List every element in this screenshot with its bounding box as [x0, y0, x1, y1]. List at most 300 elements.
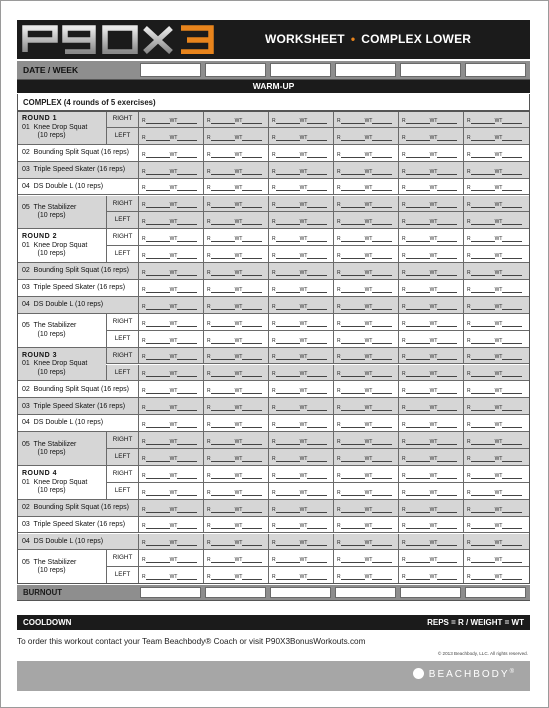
- reps-line: [276, 545, 300, 546]
- reps-line: [146, 140, 170, 141]
- entry-cell[interactable]: [203, 348, 268, 364]
- reps-weight-entry: [467, 473, 522, 479]
- entry-cell[interactable]: [333, 111, 398, 127]
- reps-weight-entry: [142, 405, 197, 411]
- entry-cell[interactable]: [463, 196, 530, 212]
- entry-cell[interactable]: [203, 365, 268, 381]
- exercise-label: [22, 115, 106, 141]
- entry-cell[interactable]: [203, 398, 268, 414]
- entry-cell[interactable]: [463, 567, 530, 583]
- entry-cell[interactable]: [333, 162, 398, 178]
- weight-line: [372, 359, 392, 360]
- entry-cell[interactable]: [203, 381, 268, 397]
- entry-cell[interactable]: [138, 297, 203, 313]
- entry-cell[interactable]: [333, 145, 398, 161]
- entry-cell[interactable]: [398, 534, 463, 550]
- entry-cell[interactable]: [463, 246, 530, 262]
- entry-cell[interactable]: [463, 415, 530, 431]
- entry-cell[interactable]: [268, 449, 333, 465]
- weight-line: [437, 207, 457, 208]
- entry-cell[interactable]: [463, 297, 530, 313]
- reps-line: [341, 376, 365, 377]
- reps-line: [146, 275, 170, 276]
- weight-label: WT: [234, 269, 243, 276]
- reps-weight-entry: [402, 118, 457, 124]
- reps-prefix: R: [402, 574, 406, 581]
- entry-cell[interactable]: [333, 179, 398, 195]
- entry-cell[interactable]: [333, 314, 398, 330]
- entry-cell[interactable]: [138, 331, 203, 347]
- weight-line: [502, 123, 522, 124]
- entry-cell[interactable]: [138, 500, 203, 516]
- weight-label: WT: [234, 185, 243, 192]
- entry-cell[interactable]: [463, 280, 530, 296]
- reps-weight-entry: [207, 405, 262, 411]
- title-dot: •: [350, 32, 356, 46]
- entry-cell[interactable]: [463, 500, 530, 516]
- entry-cell[interactable]: [138, 111, 203, 127]
- weight-line: [177, 545, 197, 546]
- weight-label: WT: [169, 151, 178, 158]
- reps-weight-entry: [337, 169, 392, 175]
- entry-cell[interactable]: [333, 212, 398, 228]
- entry-cell[interactable]: [463, 449, 530, 465]
- entry-cell[interactable]: [333, 297, 398, 313]
- entry-cell[interactable]: [138, 381, 203, 397]
- reps-line: [471, 579, 495, 580]
- weight-line: [177, 157, 197, 158]
- entry-cell[interactable]: [398, 179, 463, 195]
- entry-cell[interactable]: [138, 162, 203, 178]
- entry-cell[interactable]: [268, 365, 333, 381]
- entry-cell[interactable]: [333, 483, 398, 499]
- reps-weight-entry: [337, 574, 392, 580]
- weight-line: [177, 309, 197, 310]
- reps-line: [471, 393, 495, 394]
- weight-label: WT: [169, 506, 178, 513]
- entry-cell[interactable]: [203, 229, 268, 245]
- entry-cell[interactable]: [268, 246, 333, 262]
- entry-cell[interactable]: [203, 145, 268, 161]
- reps-weight-entry: [467, 422, 522, 428]
- weight-line: [502, 207, 522, 208]
- entry-cell[interactable]: [138, 415, 203, 431]
- entry-cell[interactable]: [463, 483, 530, 499]
- reps-prefix: R: [142, 269, 146, 276]
- reps-line: [211, 427, 235, 428]
- reps-prefix: R: [402, 269, 406, 276]
- entry-cell[interactable]: [203, 280, 268, 296]
- entry-cell[interactable]: [203, 111, 268, 127]
- reps-weight-entry: [337, 287, 392, 293]
- burnout-label: BURNOUT: [23, 588, 62, 598]
- entry-cell[interactable]: [333, 365, 398, 381]
- entry-cell[interactable]: [268, 466, 333, 482]
- weight-line: [177, 224, 197, 225]
- entry-cell[interactable]: [138, 263, 203, 279]
- entry-cell[interactable]: [398, 145, 463, 161]
- reps-line: [211, 309, 235, 310]
- entry-cell[interactable]: [398, 398, 463, 414]
- weight-line: [437, 393, 457, 394]
- reps-line: [406, 461, 430, 462]
- entry-cell[interactable]: [398, 365, 463, 381]
- reps-prefix: R: [272, 320, 276, 327]
- side-label-left: LEFT: [114, 250, 131, 258]
- entry-cell[interactable]: [138, 432, 203, 448]
- entry-cell[interactable]: [268, 534, 333, 550]
- weight-line: [177, 410, 197, 411]
- reps-line: [146, 326, 170, 327]
- reps-line: [471, 376, 495, 377]
- weight-line: [242, 224, 262, 225]
- entry-cell[interactable]: [398, 567, 463, 583]
- reps-weight-entry: [467, 540, 522, 546]
- entry-cell[interactable]: [203, 415, 268, 431]
- entry-cell[interactable]: [463, 517, 530, 533]
- entry-cell[interactable]: [463, 466, 530, 482]
- burnout-cell-3[interactable]: [270, 587, 331, 598]
- entry-cell[interactable]: [398, 212, 463, 228]
- entry-cell[interactable]: [138, 550, 203, 566]
- entry-cell[interactable]: [138, 229, 203, 245]
- reps-weight-entry: [142, 169, 197, 175]
- entry-cell[interactable]: [333, 517, 398, 533]
- weight-line: [372, 292, 392, 293]
- entry-cell[interactable]: [463, 179, 530, 195]
- reps-prefix: R: [337, 371, 341, 378]
- entry-cell[interactable]: [398, 111, 463, 127]
- weight-line: [437, 224, 457, 225]
- entry-cell[interactable]: [138, 466, 203, 482]
- reps-prefix: R: [207, 422, 211, 429]
- weight-label: WT: [364, 523, 373, 530]
- exercise-name: 02 Bounding Split Squat (16 reps): [22, 267, 130, 275]
- reps-weight-entry: [142, 354, 197, 360]
- entry-cell[interactable]: [333, 500, 398, 516]
- entry-cell[interactable]: [268, 398, 333, 414]
- entry-cell[interactable]: [268, 280, 333, 296]
- reps-line: [341, 461, 365, 462]
- reps-line: [471, 241, 495, 242]
- entry-cell[interactable]: [463, 229, 530, 245]
- entry-cell[interactable]: [138, 280, 203, 296]
- entry-cell[interactable]: [333, 196, 398, 212]
- reps-prefix: R: [142, 286, 146, 293]
- entry-cell[interactable]: [463, 432, 530, 448]
- entry-cell[interactable]: [463, 111, 530, 127]
- entry-cell[interactable]: [398, 246, 463, 262]
- burnout-cell-2[interactable]: [205, 587, 266, 598]
- entry-cell[interactable]: [138, 212, 203, 228]
- entry-cell[interactable]: [268, 196, 333, 212]
- weight-label: WT: [234, 455, 243, 462]
- entry-cell[interactable]: [138, 517, 203, 533]
- entry-cell[interactable]: [463, 534, 530, 550]
- burnout-cell-4[interactable]: [335, 587, 396, 598]
- cooldown-bar: [17, 615, 530, 630]
- entry-cell[interactable]: [463, 398, 530, 414]
- weight-label: WT: [299, 574, 308, 581]
- reps-line: [471, 275, 495, 276]
- entry-cell[interactable]: [138, 145, 203, 161]
- reps-prefix: R: [467, 506, 471, 513]
- entry-cell[interactable]: [398, 331, 463, 347]
- entry-cell[interactable]: [268, 550, 333, 566]
- entry-cell[interactable]: [463, 331, 530, 347]
- entry-cell[interactable]: [138, 534, 203, 550]
- reps-prefix: R: [207, 540, 211, 547]
- reps-weight-entry: [272, 473, 327, 479]
- reps-line: [146, 461, 170, 462]
- entry-cell[interactable]: [138, 196, 203, 212]
- reps-prefix: R: [272, 438, 276, 445]
- entry-cell[interactable]: [203, 196, 268, 212]
- entry-cell[interactable]: [203, 449, 268, 465]
- reps-prefix: R: [467, 303, 471, 310]
- entry-cell[interactable]: [333, 348, 398, 364]
- entry-cell[interactable]: [333, 534, 398, 550]
- entry-cell[interactable]: [268, 314, 333, 330]
- date-cell-3[interactable]: [270, 63, 331, 77]
- reps-weight-entry: [207, 354, 262, 360]
- entry-cell[interactable]: [138, 314, 203, 330]
- reps-line: [276, 528, 300, 529]
- reps-prefix: R: [207, 489, 211, 496]
- entry-cell[interactable]: [333, 331, 398, 347]
- reps-prefix: R: [207, 506, 211, 513]
- burnout-cell-5[interactable]: [400, 587, 461, 598]
- entry-cell[interactable]: [333, 381, 398, 397]
- reps-prefix: R: [402, 422, 406, 429]
- entry-cell[interactable]: [138, 398, 203, 414]
- burnout-cell-1[interactable]: [140, 587, 201, 598]
- reps-prefix: R: [337, 151, 341, 158]
- entry-cell[interactable]: [203, 314, 268, 330]
- entry-cell[interactable]: [268, 567, 333, 583]
- reps-prefix: R: [402, 219, 406, 226]
- entry-cell[interactable]: [268, 229, 333, 245]
- weight-line: [242, 207, 262, 208]
- entry-cell[interactable]: [398, 449, 463, 465]
- reps-prefix: R: [402, 303, 406, 310]
- entry-cell[interactable]: [203, 432, 268, 448]
- entry-cell[interactable]: [398, 280, 463, 296]
- reps-line: [471, 123, 495, 124]
- entry-cell[interactable]: [398, 381, 463, 397]
- entry-cell[interactable]: [398, 229, 463, 245]
- reps-weight-entry: [142, 321, 197, 327]
- reps-prefix: R: [207, 253, 211, 260]
- date-cell-4[interactable]: [335, 63, 396, 77]
- entry-cell[interactable]: [268, 263, 333, 279]
- entry-cell[interactable]: [463, 162, 530, 178]
- entry-cell[interactable]: [203, 534, 268, 550]
- date-cell-5[interactable]: [400, 63, 461, 77]
- entry-cell[interactable]: [463, 348, 530, 364]
- weight-line: [372, 393, 392, 394]
- entry-cell[interactable]: [333, 229, 398, 245]
- reps-prefix: R: [207, 354, 211, 361]
- entry-cell[interactable]: [398, 517, 463, 533]
- entry-cell[interactable]: [463, 263, 530, 279]
- entry-cell[interactable]: [268, 128, 333, 144]
- entry-cell[interactable]: [138, 365, 203, 381]
- entry-cell[interactable]: [463, 314, 530, 330]
- entry-cell[interactable]: [203, 297, 268, 313]
- entry-cell[interactable]: [463, 128, 530, 144]
- exercise-label: [22, 470, 106, 496]
- entry-cell[interactable]: [398, 483, 463, 499]
- entry-cell[interactable]: [268, 162, 333, 178]
- entry-cell[interactable]: [333, 415, 398, 431]
- weight-label: WT: [494, 472, 503, 479]
- weight-line: [437, 241, 457, 242]
- weight-label: WT: [429, 202, 438, 209]
- reps-prefix: R: [142, 557, 146, 564]
- reps-prefix: R: [467, 371, 471, 378]
- entry-cell[interactable]: [203, 466, 268, 482]
- entry-cell[interactable]: [203, 212, 268, 228]
- entry-cell[interactable]: [333, 567, 398, 583]
- weight-line: [502, 309, 522, 310]
- entry-cell[interactable]: [268, 517, 333, 533]
- reps-weight-entry: [467, 456, 522, 462]
- date-cell-6[interactable]: [465, 63, 526, 77]
- exercise-label: [22, 284, 140, 293]
- entry-cell[interactable]: [398, 263, 463, 279]
- entry-cell[interactable]: [398, 415, 463, 431]
- entry-cell[interactable]: [203, 567, 268, 583]
- reps-weight-entry: [402, 287, 457, 293]
- entry-cell[interactable]: [333, 432, 398, 448]
- reps-line: [471, 359, 495, 360]
- entry-cell[interactable]: [333, 449, 398, 465]
- entry-cell[interactable]: [333, 280, 398, 296]
- entry-cell[interactable]: [398, 297, 463, 313]
- entry-cell[interactable]: [333, 550, 398, 566]
- entry-cell[interactable]: [138, 449, 203, 465]
- entry-cell[interactable]: [268, 111, 333, 127]
- exercise-name: 02 Bounding Split Squat (16 reps): [22, 385, 130, 393]
- entry-cell[interactable]: [268, 432, 333, 448]
- date-cell-2[interactable]: [205, 63, 266, 77]
- date-cell-1[interactable]: [140, 63, 201, 77]
- entry-cell[interactable]: [398, 162, 463, 178]
- reps-prefix: R: [467, 320, 471, 327]
- entry-cell[interactable]: [138, 567, 203, 583]
- entry-cell[interactable]: [203, 483, 268, 499]
- entry-cell[interactable]: [398, 196, 463, 212]
- entry-cell[interactable]: [268, 212, 333, 228]
- entry-cell[interactable]: [203, 179, 268, 195]
- entry-cell[interactable]: [268, 331, 333, 347]
- entry-cell[interactable]: [138, 348, 203, 364]
- reps-line: [211, 461, 235, 462]
- entry-cell[interactable]: [463, 212, 530, 228]
- entry-cell[interactable]: [333, 466, 398, 482]
- weight-label: WT: [364, 388, 373, 395]
- entry-cell[interactable]: [268, 297, 333, 313]
- reps-prefix: R: [402, 405, 406, 412]
- entry-cell[interactable]: [463, 145, 530, 161]
- reps-line: [276, 309, 300, 310]
- entry-cell[interactable]: [463, 365, 530, 381]
- reps-line: [471, 478, 495, 479]
- entry-cell[interactable]: [138, 128, 203, 144]
- exercise-name: 05 The Stabilizer: [22, 322, 77, 330]
- weight-line: [372, 309, 392, 310]
- entry-cell[interactable]: [203, 263, 268, 279]
- entry-cell[interactable]: [268, 483, 333, 499]
- reps-line: [341, 343, 365, 344]
- entry-cell[interactable]: [203, 331, 268, 347]
- entry-cell[interactable]: [268, 348, 333, 364]
- reps-line: [146, 224, 170, 225]
- reps-weight-entry: [467, 304, 522, 310]
- burnout-cell-6[interactable]: [465, 587, 526, 598]
- weight-label: WT: [169, 371, 178, 378]
- entry-cell[interactable]: [463, 550, 530, 566]
- entry-cell[interactable]: [268, 415, 333, 431]
- order-info-text: To order this workout contact your Team Beachbody® Coach or visit P90X3BonusWorkouts.com: [17, 637, 366, 646]
- reps-line: [276, 461, 300, 462]
- entry-cell[interactable]: [398, 466, 463, 482]
- weight-line: [502, 512, 522, 513]
- reps-weight-entry: [142, 456, 197, 462]
- entry-cell[interactable]: [398, 550, 463, 566]
- header-bar: [17, 20, 530, 59]
- reps-weight-entry: [467, 253, 522, 259]
- entry-cell[interactable]: [398, 128, 463, 144]
- entry-cell[interactable]: [398, 314, 463, 330]
- weight-label: WT: [169, 253, 178, 260]
- reps-weight-entry: [467, 557, 522, 563]
- entry-cell[interactable]: [463, 381, 530, 397]
- reps-line: [406, 343, 430, 344]
- weight-label: WT: [364, 151, 373, 158]
- entry-cell[interactable]: [398, 500, 463, 516]
- entry-cell[interactable]: [203, 246, 268, 262]
- reps-weight-entry: [402, 304, 457, 310]
- weight-label: WT: [429, 151, 438, 158]
- entry-cell[interactable]: [138, 246, 203, 262]
- weight-line: [177, 376, 197, 377]
- entry-cell[interactable]: [398, 348, 463, 364]
- reps-prefix: R: [272, 506, 276, 513]
- entry-cell[interactable]: [268, 179, 333, 195]
- entry-cell[interactable]: [268, 500, 333, 516]
- entry-cell[interactable]: [203, 162, 268, 178]
- entry-cell[interactable]: [333, 128, 398, 144]
- reps-line: [406, 562, 430, 563]
- weight-line: [502, 427, 522, 428]
- entry-cell[interactable]: [333, 398, 398, 414]
- round-label: ROUND 1: [22, 115, 58, 123]
- entry-cell[interactable]: [268, 381, 333, 397]
- entry-cell[interactable]: [203, 500, 268, 516]
- entry-cell[interactable]: [203, 550, 268, 566]
- entry-cell[interactable]: [138, 179, 203, 195]
- entry-cell[interactable]: [138, 483, 203, 499]
- entry-cell[interactable]: [268, 145, 333, 161]
- entry-cell[interactable]: [203, 517, 268, 533]
- entry-cell[interactable]: [398, 432, 463, 448]
- entry-cell[interactable]: [333, 246, 398, 262]
- reps-line: [406, 427, 430, 428]
- entry-cell[interactable]: [333, 263, 398, 279]
- entry-cell[interactable]: [203, 128, 268, 144]
